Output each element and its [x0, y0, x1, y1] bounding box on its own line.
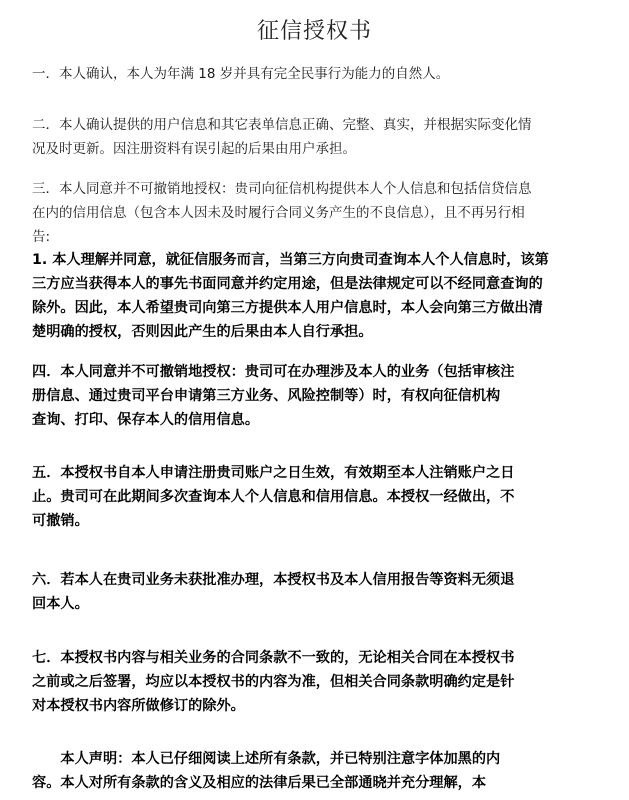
- text-line: 六．若本人在贵司业务未获批准办理，本授权书及本人信用报告等资料无须退: [32, 572, 515, 588]
- text-line: 查询、打印、保存本人的信用信息。: [32, 412, 260, 428]
- text-line: 三．本人同意并不可撤销地授权：贵司向征信机构提供本人个人信息和包括信贷信息: [32, 181, 532, 197]
- clause-1: [32, 62, 608, 86]
- text-line: 三方应当获得本人的事先书面同意并约定用途，但是法律规定可以不经同意查询的: [32, 276, 543, 292]
- clause-4: [32, 360, 608, 432]
- text-line: 册信息、通过贵司平台申请第三方业务、风险控制等）时，有权向征信机构: [32, 388, 501, 404]
- text-line: 除外。因此，本人希望贵司向第三方提供本人用户信息时，本人会向第三方做出清: [32, 300, 543, 316]
- text-line: 楚明确的授权，否则因此产生的后果由本人自行承担。: [32, 324, 373, 340]
- clause-3: [32, 177, 608, 249]
- text-line: 回本人。: [32, 596, 89, 612]
- text-line: 五．本授权书自本人申请注册贵司账户之日生效，有效期至本人注销账户之日: [32, 465, 515, 481]
- text-line: 四．本人同意并不可撤销地授权：贵司可在办理涉及本人的业务（包括审核注: [32, 364, 515, 380]
- clause-3-item-1: [32, 248, 608, 344]
- text-line: 本人声明：本人已仔细阅读上述所有条款，并已特别注意字体加黑的内: [32, 751, 501, 767]
- text-line: 告:: [32, 229, 51, 245]
- text-line: 况及时更新。因注册资料有误引起的后果由用户承担。: [32, 141, 356, 157]
- text-line: 可撤销。: [32, 513, 89, 529]
- clause-5: [32, 461, 608, 533]
- text-line: 七．本授权书内容与相关业务的合同条款不一致的，无论相关合同在本授权书: [32, 650, 515, 666]
- text-line: 之前或之后签署，均应以本授权书的内容为准，但相关合同条款明确约定是针: [32, 674, 515, 690]
- clause-6: [32, 568, 608, 616]
- text-line: 二．本人确认提供的用户信息和其它表单信息正确、完整、真实，并根据实际变化情: [32, 117, 532, 133]
- text-line: 一．本人确认，本人为年满 18 岁并具有完全民事行为能力的自然人。: [32, 66, 450, 82]
- document-title: 征信授权书: [256, 19, 372, 44]
- declaration: [32, 747, 608, 795]
- text-line: 1. 本人理解并同意，就征信服务而言，当第三方向贵司查询本人个人信息时，该第: [32, 252, 549, 268]
- text-line: 止。贵司可在此期间多次查询本人个人信息和信用信息。本授权一经做出，不: [32, 489, 515, 505]
- text-line: 容。本人对所有条款的含义及相应的法律后果已全部通晓并充分理解，本: [32, 775, 487, 791]
- text-line: 对本授权书内容所做修订的除外。: [32, 698, 245, 714]
- text-line: 在内的信用信息（包含本人因未及时履行合同义务产生的不良信息），且不再另行相: [32, 205, 525, 221]
- clause-7: [32, 646, 608, 718]
- clause-2: [32, 113, 608, 161]
